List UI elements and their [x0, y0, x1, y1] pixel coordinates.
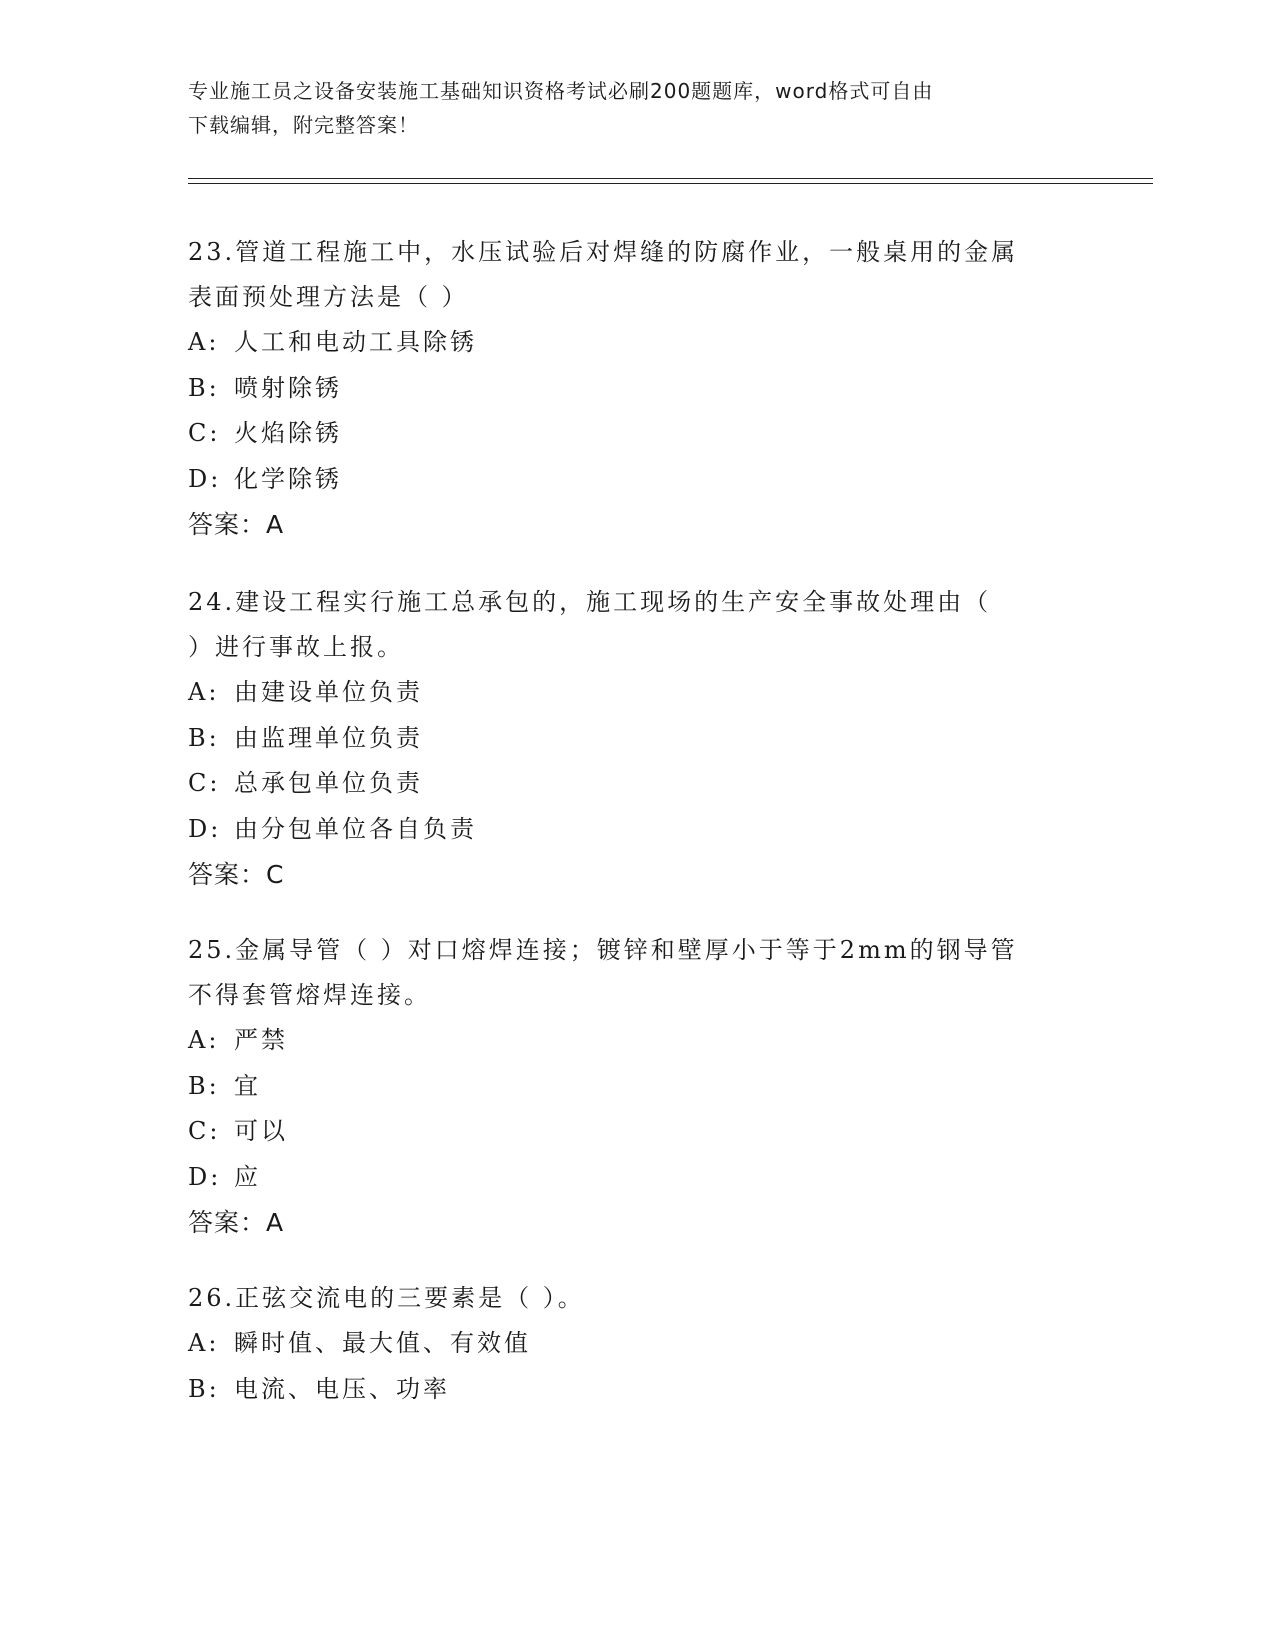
option-b — [188, 366, 1088, 412]
option-a — [188, 320, 1088, 366]
option-text: 化学除锈 — [234, 464, 342, 493]
header-line-1: 专业施工员之设备安装施工基础知识资格考试必刷200题题库，word格式可自由 — [188, 79, 934, 103]
option-text: 宜 — [234, 1071, 261, 1100]
question-25 — [188, 928, 1088, 1246]
question-stem-line: 表面预处理方法是（ ） — [188, 283, 469, 311]
option-b — [188, 716, 1088, 762]
option-text: 火焰除锈 — [234, 419, 342, 447]
option-a — [188, 1321, 1088, 1367]
option-letter: A: — [188, 678, 220, 706]
option-text: 由监理单位负责 — [234, 723, 423, 752]
answer-line: 答案：C — [188, 860, 285, 889]
option-b — [188, 1367, 1088, 1413]
option-letter: C: — [188, 419, 221, 447]
option-letter: D: — [188, 464, 222, 493]
option-text: 严禁 — [234, 1026, 288, 1054]
option-letter: C: — [188, 769, 221, 797]
document-header — [188, 74, 1088, 142]
option-text: 人工和电动工具除锈 — [234, 328, 477, 356]
option-letter: D: — [188, 1162, 222, 1191]
option-text: 可以 — [234, 1117, 288, 1145]
option-d — [188, 807, 1088, 853]
option-text: 应 — [234, 1162, 261, 1191]
option-text: 喷射除锈 — [234, 373, 342, 402]
option-text: 电流、电压、功率 — [234, 1374, 450, 1403]
answer-line: 答案：A — [188, 510, 285, 539]
option-c — [188, 1109, 1088, 1155]
question-23 — [188, 230, 1088, 548]
option-text: 总承包单位负责 — [234, 769, 423, 797]
option-letter: C: — [188, 1117, 221, 1145]
option-d — [188, 1155, 1088, 1201]
header-divider-top — [188, 178, 1153, 179]
option-text: 由建设单位负责 — [234, 678, 423, 706]
option-letter: B: — [188, 373, 220, 402]
question-stem-line: ）进行事故上报。 — [188, 633, 404, 661]
header-divider-bottom — [188, 183, 1153, 184]
option-a — [188, 1018, 1088, 1064]
question-stem-line: 25.金属导管（ ）对口熔焊连接；镀锌和壁厚小于等于2mm的钢导管 — [188, 936, 1018, 964]
option-letter: B: — [188, 1374, 220, 1403]
question-24 — [188, 580, 1088, 898]
question-stem-line: 23.管道工程施工中，水压试验后对焊缝的防腐作业，一般桌用的金属 — [188, 238, 1019, 266]
question-26 — [188, 1276, 1088, 1412]
question-stem-line: 24.建设工程实行施工总承包的，施工现场的生产安全事故处理由（ — [188, 588, 992, 616]
option-letter: A: — [188, 1026, 220, 1054]
option-letter: B: — [188, 723, 220, 752]
option-c — [188, 411, 1088, 457]
question-stem-line: 不得套管熔焊连接。 — [188, 981, 431, 1009]
option-c — [188, 761, 1088, 807]
option-text: 瞬时值、最大值、有效值 — [234, 1329, 531, 1357]
option-b — [188, 1064, 1088, 1110]
option-letter: A: — [188, 1329, 220, 1357]
question-stem-line: 26.正弦交流电的三要素是（ ）。 — [188, 1284, 585, 1312]
option-letter: B: — [188, 1071, 220, 1100]
option-letter: D: — [188, 814, 222, 843]
option-a — [188, 670, 1088, 716]
option-letter: A: — [188, 328, 220, 356]
answer-line: 答案：A — [188, 1208, 285, 1237]
option-text: 由分包单位各自负责 — [234, 814, 477, 843]
option-d — [188, 457, 1088, 503]
header-line-2: 下载编辑，附完整答案！ — [188, 113, 419, 137]
